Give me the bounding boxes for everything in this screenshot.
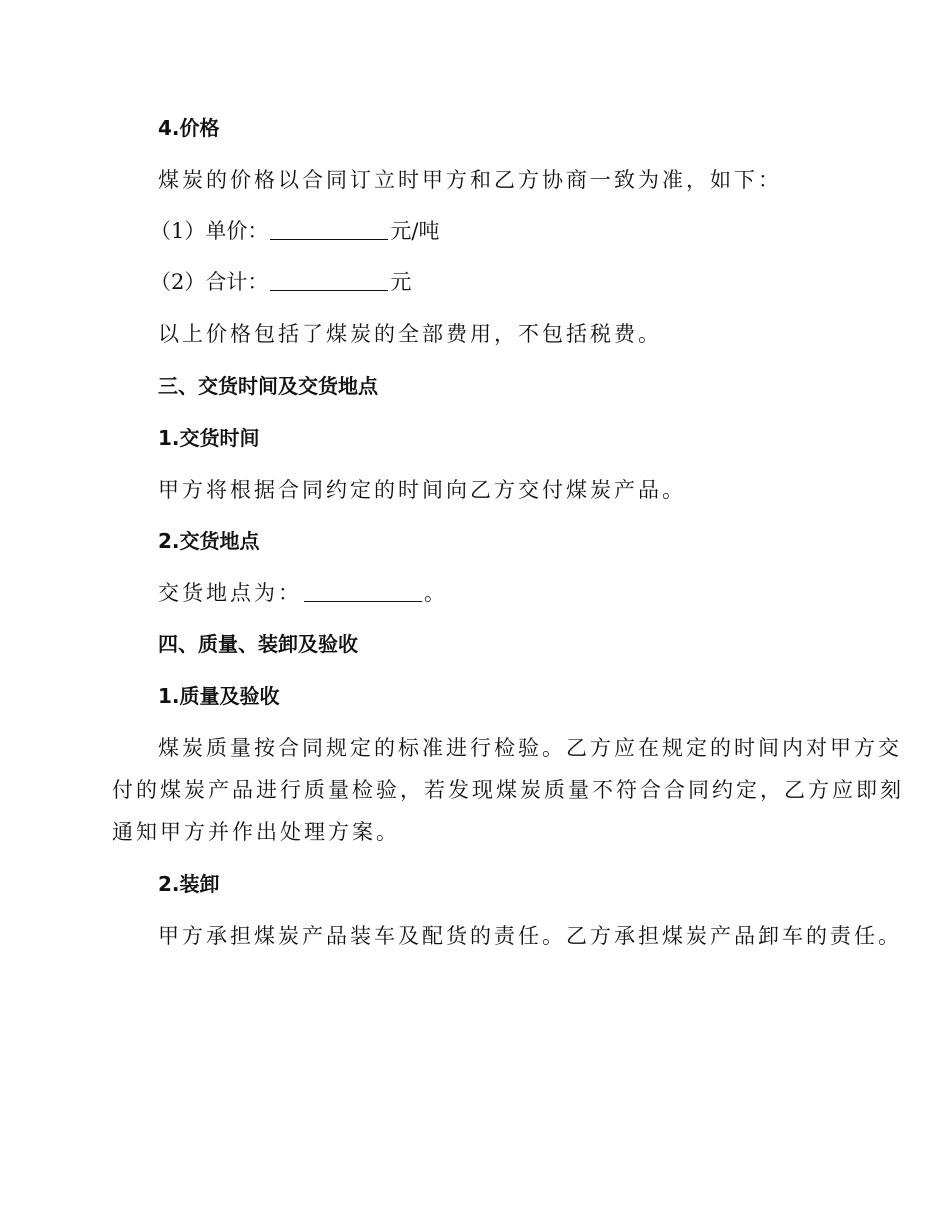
loading-heading: 2.装卸 [158, 872, 220, 896]
total-row [150, 268, 411, 296]
unit-price-row [150, 217, 439, 245]
delivery-place-row [158, 579, 448, 607]
unit-price-blank [270, 217, 388, 240]
total-unit: 元 [390, 270, 412, 294]
price-note: 以上价格包括了煤炭的全部费用，不包括税费。 [158, 322, 662, 346]
unit-price-label: （1）单价： [150, 219, 269, 243]
total-blank [270, 268, 388, 291]
delivery-time-heading: 1.交货时间 [158, 426, 260, 450]
total-label: （2）合计： [150, 270, 269, 294]
delivery-time-text: 甲方将根据合同约定的时间向乙方交付煤炭产品。 [158, 478, 686, 502]
quality-sub-heading: 1.质量及验收 [158, 684, 280, 708]
delivery-place-blank [304, 579, 422, 602]
unit-price-unit: 元/吨 [390, 219, 440, 243]
price-heading: 4.价格 [158, 116, 220, 140]
quality-text-line-1: 煤炭质量按合同规定的标准进行检验。乙方应在规定的时间内对甲方交 [158, 736, 902, 760]
quality-heading: 四、质量、装卸及验收 [158, 632, 358, 656]
price-intro: 煤炭的价格以合同订立时甲方和乙方协商一致为准，如下： [158, 168, 782, 192]
quality-text-line-2: 付的煤炭产品进行质量检验，若发现煤炭质量不符合合同约定，乙方应即刻 [112, 778, 904, 802]
delivery-place-end: 。 [424, 581, 448, 605]
loading-text: 甲方承担煤炭产品装车及配货的责任。乙方承担煤炭产品卸车的责任。 [158, 924, 902, 948]
delivery-heading: 三、交货时间及交货地点 [158, 374, 378, 398]
delivery-place-label: 交货地点为： [158, 581, 302, 605]
quality-text-line-3: 通知甲方并作出处理方案。 [112, 820, 400, 844]
delivery-place-heading: 2.交货地点 [158, 529, 260, 553]
